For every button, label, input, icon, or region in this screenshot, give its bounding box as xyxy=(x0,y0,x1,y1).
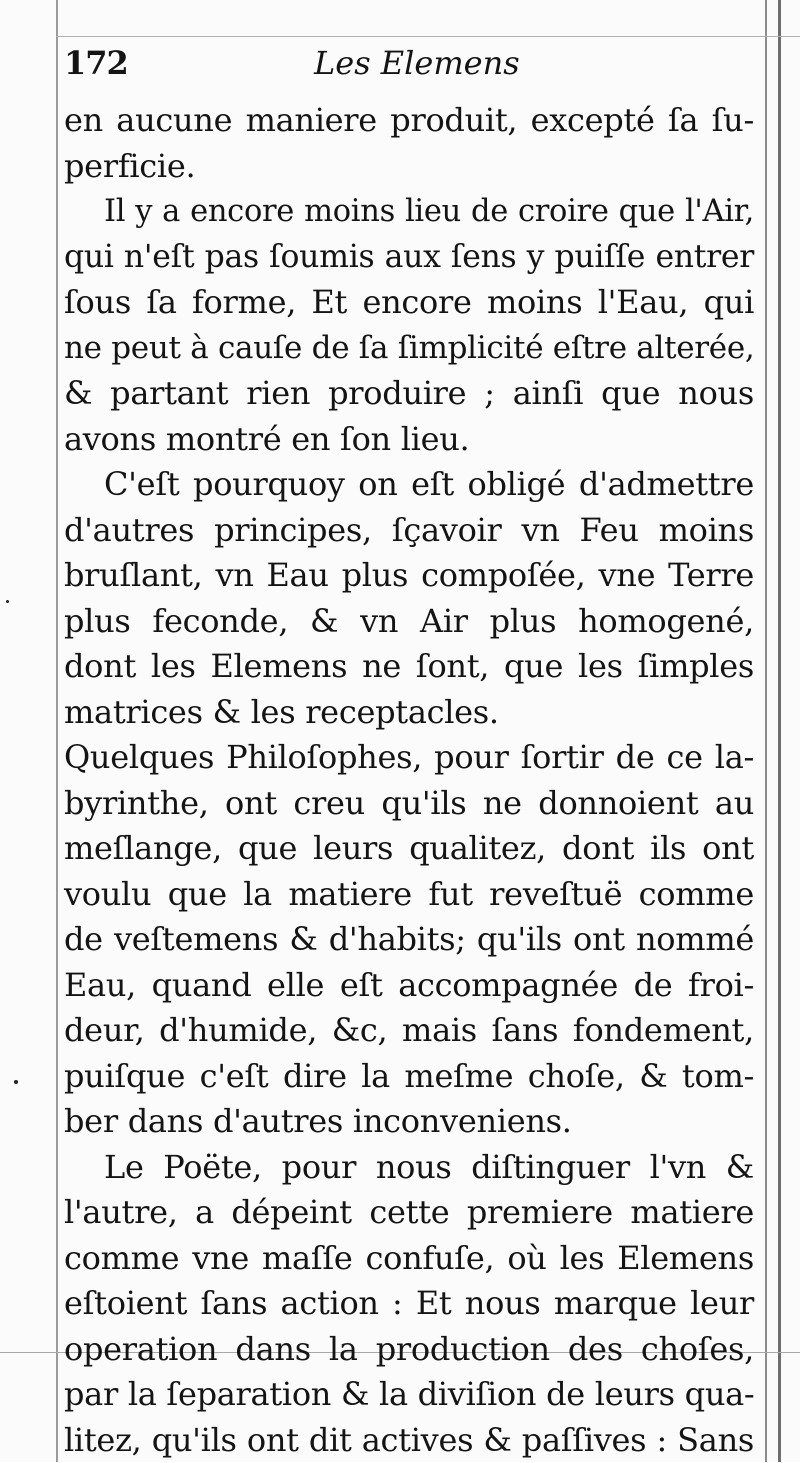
text-line: bruſlant, vn Eau plus compoſée, vne Terre xyxy=(64,553,754,599)
text-line: comme vne maſſe confuſe, où les Elemens xyxy=(64,1236,754,1282)
text-line: ſous ſa forme, Et encore moins l'Eau, qui xyxy=(64,280,754,326)
text-line: qui n'eſt pas ſoumis aux ſens y puiſſe entrer xyxy=(64,235,754,281)
text-line: Quelques Philoſophes, pour ſortir de ce la- xyxy=(64,735,754,781)
text-line: C'eſt pourquoy on eſt obligé d'admettre xyxy=(64,462,754,508)
text-line: par la ſeparation & la diviſion de leurs qua- xyxy=(64,1372,754,1418)
text-line: litez, qu'ils ont dit actives & paſſives : Sans xyxy=(64,1418,754,1463)
text-line: matrices & les receptacles. xyxy=(64,690,754,736)
page-header xyxy=(64,44,754,96)
text-line: plus feconde, & vn Air plus homogené, xyxy=(64,599,754,645)
binding-edge xyxy=(778,0,781,1462)
text-line: Eau, quand elle eſt accompagnée de froi- xyxy=(64,963,754,1009)
text-line: ber dans d'autres inconveniens. xyxy=(64,1099,754,1145)
text-line: deur, d'humide, &c, mais ſans fondement, xyxy=(64,1008,754,1054)
text-line: de veſtemens & d'habits; qu'ils ont nommé xyxy=(64,917,754,963)
text-line: meſlange, que leurs qualitez, dont ils ont xyxy=(64,826,754,872)
text-line: ne peut à cauſe de ſa ſimplicité eſtre alterée, xyxy=(64,326,754,372)
text-line: voulu que la matiere fut reveſtuë comme xyxy=(64,872,754,918)
text-line: l'autre, a dépeint cette premiere matiere xyxy=(64,1190,754,1236)
ink-speck xyxy=(14,1080,18,1084)
body-text xyxy=(64,98,754,1463)
page-edge-left xyxy=(56,0,58,1462)
text-line: perficie. xyxy=(64,144,754,190)
text-line: & partant rien produire ; ainſi que nous xyxy=(64,371,754,417)
text-line: avons montré en ſon lieu. xyxy=(64,417,754,463)
text-line: eſtoient ſans action : Et nous marque leur xyxy=(64,1281,754,1327)
text-line: Il y a encore moins lieu de croire que l'Air, xyxy=(64,189,754,235)
scan-line-top xyxy=(56,36,800,37)
text-line: operation dans la production des choſes, xyxy=(64,1327,754,1373)
text-line: en aucune maniere produit, excepté ſa ſu- xyxy=(64,98,754,144)
page-number: 172 xyxy=(64,44,128,82)
text-line: dont les Elemens ne ſont, que les ſimples xyxy=(64,644,754,690)
running-title: Les Elemens xyxy=(314,44,520,82)
text-line: puiſque c'eſt dire la meſme choſe, & tom- xyxy=(64,1054,754,1100)
page-edge-right xyxy=(765,0,767,1462)
text-line: d'autres principes, ſçavoir vn Feu moins xyxy=(64,508,754,554)
ink-speck xyxy=(6,600,9,603)
text-line: byrinthe, ont creu qu'ils ne donnoient au xyxy=(64,781,754,827)
text-line: Le Poëte, pour nous diſtinguer l'vn & xyxy=(64,1145,754,1191)
